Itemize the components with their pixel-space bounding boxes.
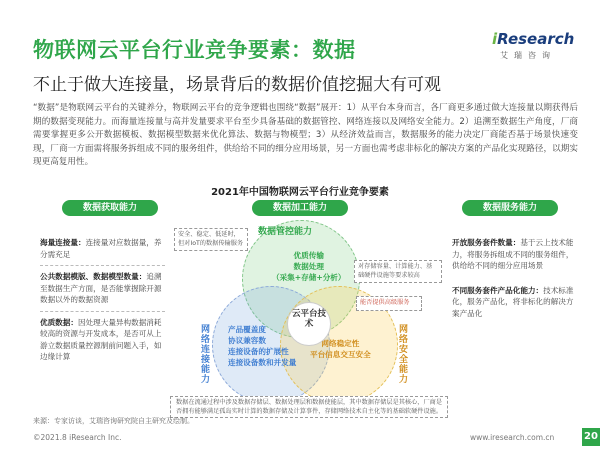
venn-diagram <box>170 214 450 419</box>
list-item: 海量连接量：连接量对应数据量，养分需充足 <box>40 232 165 266</box>
label-network-security: 网络安全能力 <box>397 324 407 384</box>
callout-advanced-service: 能否提供高级服务 <box>356 296 422 311</box>
diagram-footnote: 数据在流通过程中涉及数据存储层、数据处理层和数据使能层，其中数据存储层是其核心，厂商是否拥有能够满足孤岛实时计算的数据存储及计算事件，存储网络技术自主化等的基础软硬件设施。 <box>170 396 448 418</box>
network-connection-details: 产品覆盖度 协议兼容数 连接设备的扩展性 连接设备数和并发量 <box>228 325 297 367</box>
copyright: ©2021.8 iResearch Inc. <box>33 433 122 442</box>
service-list <box>452 232 577 327</box>
acquisition-list <box>40 232 165 368</box>
iresearch-logo <box>492 30 575 61</box>
core-platform-tech: 云平台技术 <box>287 302 331 346</box>
data-control-details: 优质传输 数据处理 （采集+存储+分析） <box>272 251 346 282</box>
list-item: 公共数据模版、数据模型数量：追溯至数据生产方面，是否能掌握除开源数据以外的数据资源 <box>40 266 165 312</box>
list-item: 开放服务套件数量：基于云上技术能力，将服务拆组成不同的服务组件，供给给不同的细分应用场景 <box>452 238 574 270</box>
logo-tagline: 艾瑞咨询 <box>500 51 556 60</box>
source-note: 来源：专家访谈，艾瑞咨询研究院自主研究及绘制。 <box>33 417 194 425</box>
pill-data-service: 数据服务能力 <box>462 200 558 216</box>
label-network-connection: 网络连接能力 <box>199 324 209 384</box>
list-item: 不同服务套件产品化能力：技术标准化，服务产品化，将非标化的解决方案产品化 <box>452 285 574 318</box>
page-subtitle: 不止于做大连接量，场景背后的数据价值挖掘大有可观 <box>33 75 441 95</box>
callout-transmission: 安全、稳定、低延时，但对IoT的数据传输服务 <box>174 228 248 251</box>
pill-data-processing: 数据加工能力 <box>252 200 348 216</box>
logo-wordmark: iResearch <box>492 30 575 48</box>
diagram-title: 2021年中国物联网云平台行业竞争要素 <box>211 187 389 198</box>
list-item: 优质数据：因处理大量异构数据消耗较高的资源与开发成本，是否可从上游立数据质量控源制前问题入手，如边缘计算 <box>40 317 162 361</box>
label-data-control: 数据管控能力 <box>258 227 313 237</box>
site-url[interactable]: www.iresearch.com.cn <box>470 433 555 442</box>
callout-storage: 对存储容量、计算能力、基础硬件设施等要求较高 <box>354 260 442 283</box>
network-security-details: 网络稳定性 平台信息交互安全 <box>310 339 371 359</box>
page-title: 物联网云平台行业竞争要素：数据 <box>33 38 356 62</box>
page-number: 20 <box>582 428 600 446</box>
intro-paragraph: “数据”是物联网云平台的关键养分，物联网云平台的竞争逻辑也围绕“数据”展开：1）从平台本身而言，各厂商更多通过做大连接量以期获得后期的数据变现能力。而海量连接量与高并发量要求平台至少具备基础的数据管控、网络连接以及网络安全能力。2）追溯至数据生产角度，厂商需要掌握更多公开数据模板、数据模型数据来优化算法、数据与物模型；3）从经济效益而言，数据服务的能力决定厂商能否基于场景快速变现，厂商一方面需将服务拆组成不同的服务组件，供给给不同的细分应用场景，另一方面也需考虑非标化的解决方案的产品化实现路径，以期实现更高复用性。 <box>33 103 578 167</box>
pill-data-acquisition: 数据获取能力 <box>62 200 158 216</box>
